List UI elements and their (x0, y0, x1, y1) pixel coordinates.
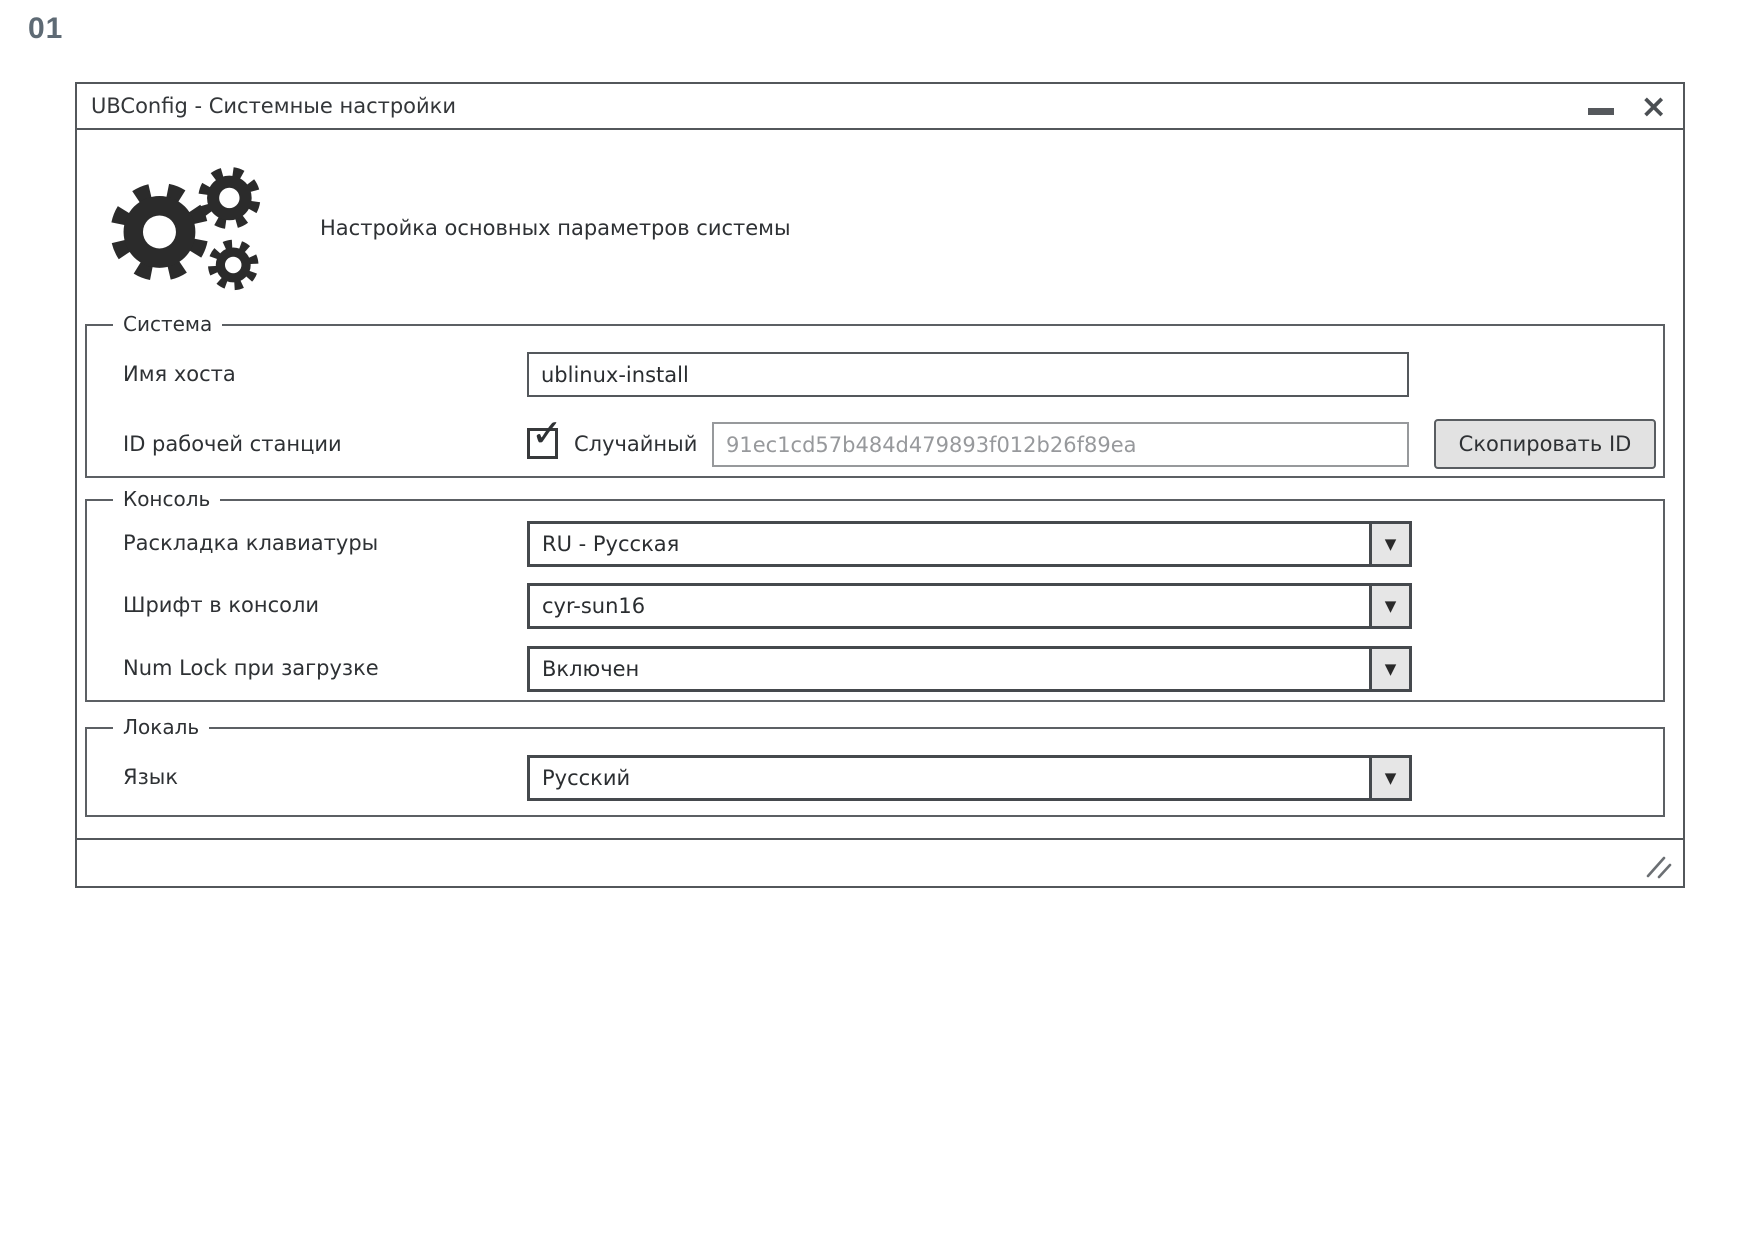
workstation-id-value: 91ec1cd57b484d479893f012b26f89ea (726, 432, 1137, 457)
console-font-value: cyr-sun16 (542, 594, 646, 618)
status-bar (77, 838, 1683, 886)
chevron-down-icon[interactable]: ▼ (1369, 758, 1409, 798)
language-select[interactable] (527, 755, 1412, 801)
ubconfig-window (75, 82, 1685, 888)
workstation-id-input[interactable] (712, 422, 1409, 467)
console-font-select[interactable] (527, 583, 1412, 629)
minimize-icon[interactable] (1588, 108, 1614, 115)
random-id-checkbox[interactable] (527, 411, 563, 459)
copy-id-button[interactable]: Скопировать ID (1434, 419, 1656, 469)
group-system (85, 312, 1665, 478)
language-value: Русский (542, 766, 631, 790)
keyboard-layout-label: Раскладка клавиатуры (123, 531, 379, 555)
dialog-description: Настройка основных параметров системы (320, 216, 791, 240)
chevron-down-icon[interactable]: ▼ (1369, 586, 1409, 626)
chevron-down-icon[interactable]: ▼ (1369, 649, 1409, 689)
hostname-input[interactable] (527, 352, 1409, 397)
close-icon[interactable]: × (1640, 87, 1667, 125)
numlock-label: Num Lock при загрузке (123, 656, 379, 680)
numlock-select[interactable] (527, 646, 1412, 692)
chevron-down-icon[interactable]: ▼ (1369, 524, 1409, 564)
numlock-value: Включен (542, 657, 640, 681)
group-locale-legend: Локаль (113, 715, 209, 739)
group-console-legend: Консоль (113, 487, 220, 511)
workstation-id-label: ID рабочей станции (123, 432, 342, 456)
window-content (77, 130, 1683, 838)
random-id-checkbox-label[interactable]: Случайный (574, 432, 698, 456)
window-controls (1588, 87, 1667, 125)
group-system-legend: Система (113, 312, 222, 336)
checkmark-icon: ✓ (531, 411, 563, 455)
gears-icon (109, 162, 274, 298)
group-locale (85, 715, 1665, 817)
resize-grip-icon[interactable] (1645, 854, 1675, 880)
hostname-value: ublinux-install (541, 362, 689, 387)
window-title: UBConfig - Системные настройки (91, 94, 457, 118)
group-console (85, 487, 1665, 702)
language-label: Язык (123, 765, 179, 789)
hostname-label: Имя хоста (123, 362, 236, 386)
figure-number-label: 01 (28, 12, 64, 45)
console-font-label: Шрифт в консоли (123, 593, 320, 617)
keyboard-layout-value: RU - Русская (542, 532, 680, 556)
keyboard-layout-select[interactable] (527, 521, 1412, 567)
titlebar[interactable] (77, 84, 1683, 130)
